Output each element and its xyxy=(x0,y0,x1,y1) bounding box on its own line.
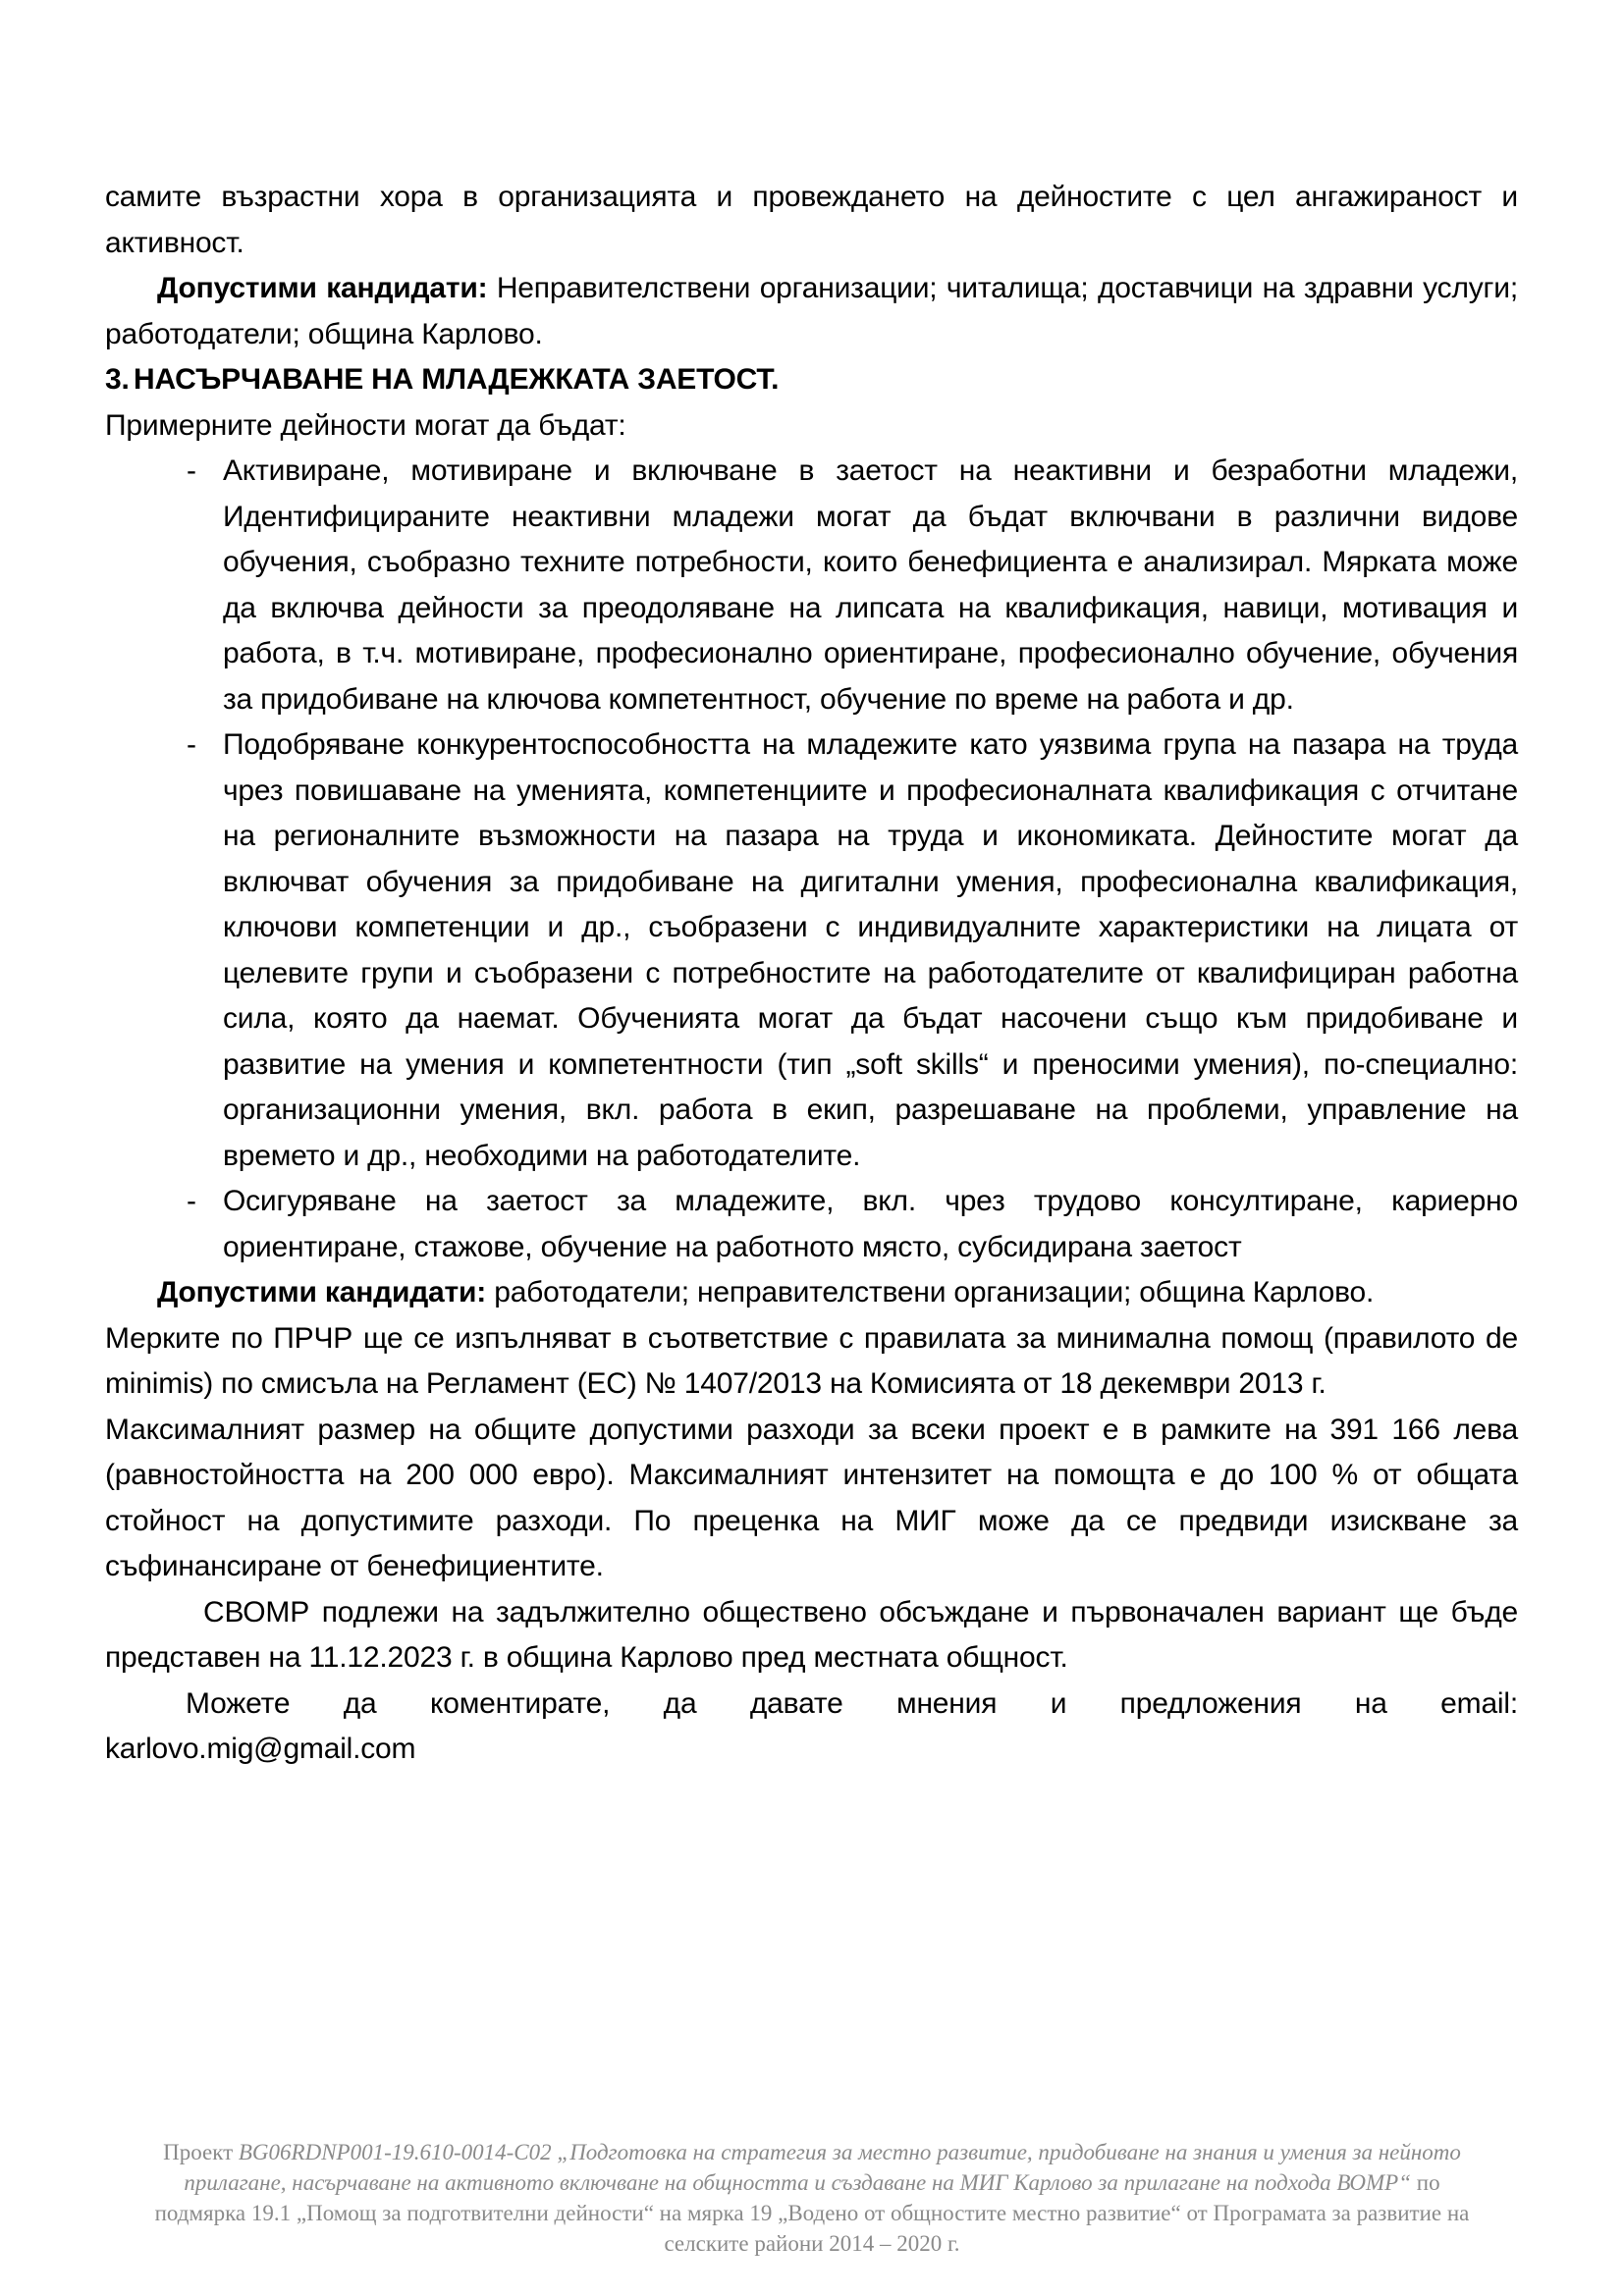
bullet-marker: - xyxy=(187,728,196,761)
footer-prefix: Проект xyxy=(163,2140,239,2164)
eligible-candidates-paragraph-1 xyxy=(105,266,1518,357)
max-amount-paragraph: Максималният размер на общите допустими разходи за всеки проект е в рамките на 391 166 лева (равностойността на 200 000 евро). Максималният интензитет на помощта е до 100 % от общата стойност на допустимите разходи. По преценка на МИГ може да се предвиди изискване за съфинансиране от бенефициентите. xyxy=(105,1413,1518,1582)
eligible-candidates-label-1: Допустими кандидати: xyxy=(157,272,488,304)
page-footer xyxy=(147,2137,1477,2259)
svomr-paragraph: СВОМР подлежи на задължително обществено обсъждане и първоначален вариант ще бъде представен на 11.12.2023 г. в община Карлово пред местната общност. xyxy=(105,1595,1518,1674)
list-item xyxy=(105,1179,1518,1270)
eligible-candidates-text-2: работодатели; неправителствени организации; община Карлово. xyxy=(486,1276,1375,1308)
minimis-paragraph: Мерките по ПРЧР ще се изпълняват в съответствие с правилата за минимална помощ (правилото de minimis) по смисъла на Регламент (ЕС) № 1407/2013 на Комисията от 18 декември 2013 г. xyxy=(105,1321,1518,1400)
section-heading xyxy=(105,357,1518,403)
intro-paragraph: самите възрастни хора в организацията и провеждането на дейностите с цел ангажираност и активност. xyxy=(105,181,1518,259)
footer-project-title: BG06RDNP001-19.610-0014-C02 „Подготовка на стратегия за местно развитие, придобиване на знания и умения за нейното прилагане, насърчаване на активното включване на общността и създаване на МИГ Карлово за прилагане на подхода ВОМР“ xyxy=(184,2140,1461,2195)
activities-list xyxy=(105,449,1518,1270)
section-heading-number: 3. xyxy=(105,363,130,396)
list-item xyxy=(105,722,1518,1179)
eligible-candidates-text-1: Неправителствени организации; читалища; доставчици на здравни услуги; работодатели; община Карлово. xyxy=(105,272,1518,350)
section-heading-title: НАСЪРЧАВАНЕ НА МЛАДЕЖКАТА ЗАЕТОСТ. xyxy=(134,363,780,396)
list-item xyxy=(105,449,1518,722)
email-text: karlovo.mig@gmail.com xyxy=(105,1733,416,1765)
list-item-text: Активиране, мотивиране и включване в заетост на неактивни и безработни младежи, Идентифицираните неактивни младежи могат да бъдат включвани в различни видове обучения, съобразно техните потребности, които бенефициента е анализирал. Мярката може да включва дейности за преодоляване на липсата на квалификация, навици, мотивация и работа, в т.ч. мотивиране, професионално ориентиране, професионално обучение, обучения за придобиване на ключова компетентност, обучение по време на работа и др. xyxy=(223,454,1518,716)
list-item-text: Осигуряване на заетост за младежите, вкл. чрез трудово консултиране, кариерно ориентиране, стажове, обучение на работното място, субсидирана заетост xyxy=(223,1185,1518,1263)
footer-suffix: по подмярка 19.1 „Помощ за подготвителни дейности“ на мярка 19 „Водено от общностите местно развитие“ от Програмата за развитие на селските райони 2014 – 2020 г. xyxy=(154,2170,1470,2256)
bullet-marker: - xyxy=(187,454,196,487)
comment-invitation-paragraph: Можете да коментирате, да давате мнения и предложения на email: xyxy=(186,1686,1518,1720)
list-item-text: Подобряване конкурентоспособността на младежите като уязвима група на пазара на труда чрез повишаване на уменията, компетенциите и професионалната квалификация с отчитане на регионалните възможности на пазара на труда и икономиката. Дейностите могат да включват обучения за придобиване на дигитални умения, професионална квалификация, ключови компетенции и др., съобразени с индивидуалните характеристики на лицата от целевите групи и съобразени с потребностите на работодателите от квалифициран работна сила, която да наемат. Обученията могат да бъдат насочени също към придобиване и развитие на умения и компетентности (тип „soft skills“ и преносими умения), по-специално: организационни умения, вкл. работа в екип, разрешаване на проблеми, управление на времето и др., необходими на работодателите. xyxy=(223,728,1518,1172)
bullet-marker: - xyxy=(187,1185,196,1217)
eligible-candidates-paragraph-2 xyxy=(105,1270,1518,1316)
activities-intro: Примерните дейности могат да бъдат: xyxy=(105,408,626,442)
eligible-candidates-label-2: Допустими кандидати: xyxy=(157,1276,487,1308)
